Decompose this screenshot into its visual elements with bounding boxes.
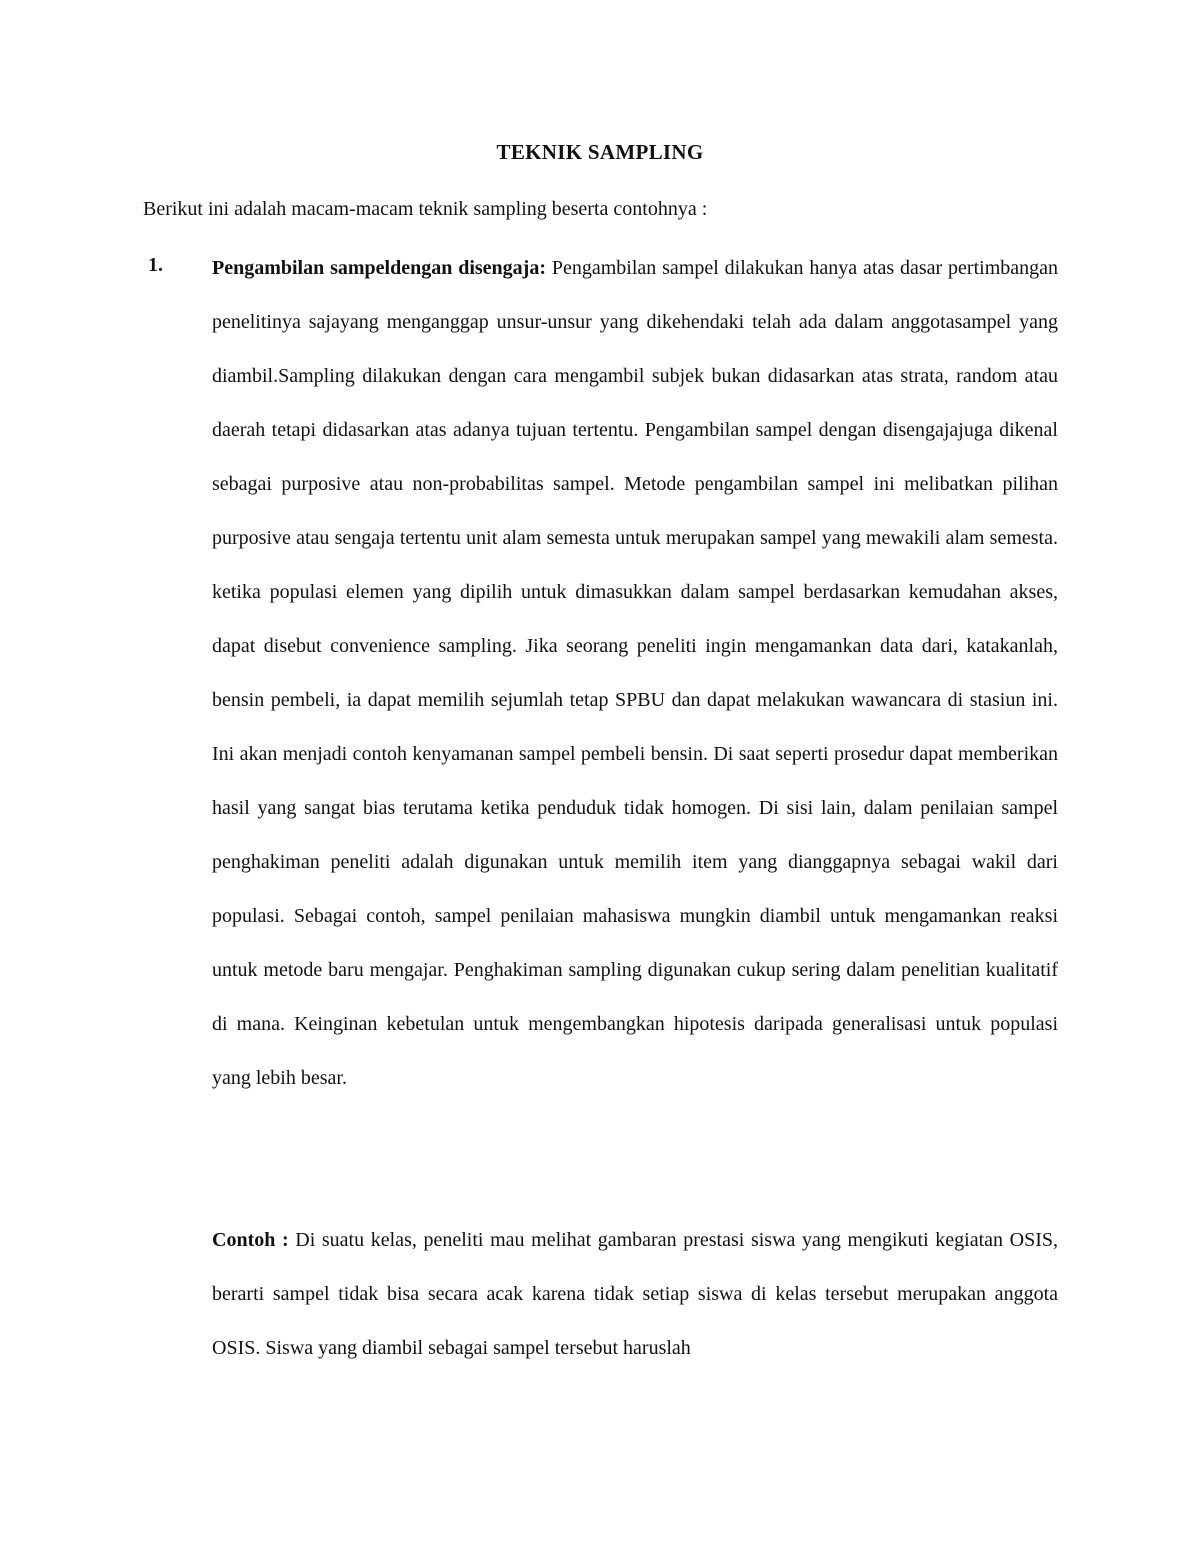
- document-title: TEKNIK SAMPLING: [496, 140, 704, 164]
- intro-paragraph: Berikut ini adalah macam-macam teknik sampling beserta contohnya :: [143, 198, 708, 220]
- list-item-text: Pengambilan sampel dilakukan hanya atas dasar pertimbangan penelitinya sajayang menganggap unsur-unsur yang dikehendaki telah ada dalam anggotasampel yang diambil.Sampling dilakukan dengan cara mengambil subjek bukan didasarkan atas strata, random atau daerah tetapi didasarkan atas adanya tujuan tertentu. Pengambilan sampel dengan disengajajuga dikenal sebagai purposive atau non-probabilitas sampel. Metode pengambilan sampel ini melibatkan pilihan purposive atau sengaja tertentu unit alam semesta untuk merupakan sampel yang mewakili alam semesta. ketika populasi elemen yang dipilih untuk dimasukkan dalam sampel berdasarkan kemudahan akses, dapat disebut convenience sampling. Jika seorang peneliti ingin mengamankan data dari, katakanlah, bensin pembeli, ia dapat memilih sejumlah tetap SPBU dan dapat melakukan wawancara di stasiun ini. Ini akan menjadi contoh kenyamanan sampel pembeli bensin. Di saat seperti prosedur dapat memberikan hasil yang sangat bias terutama ketika penduduk tidak homogen. Di sisi lain, dalam penilaian sampel penghakiman peneliti adalah digunakan untuk memilih item yang dianggapnya sebagai wakil dari populasi. Sebagai contoh, sampel penilaian mahasiswa mungkin diambil untuk mengamankan reaksi untuk metode baru mengajar. Penghakiman sampling digunakan cukup sering dalam penelitian kualitatif di mana. Keinginan kebetulan untuk mengembangkan hipotesis daripada generalisasi untuk populasi yang lebih besar.: [212, 257, 1058, 1089]
- example-label: Contoh :: [212, 1229, 289, 1251]
- example-paragraph: [212, 1213, 1058, 1375]
- list-item-heading: Pengambilan sampeldengan disengaja:: [212, 257, 546, 279]
- example-text: Di suatu kelas, peneliti mau melihat gambaran prestasi siswa yang mengikuti kegiatan OSIS, berarti sampel tidak bisa secara acak karena tidak setiap siswa di kelas tersebut merupakan anggota OSIS. Siswa yang diambil sebagai sampel tersebut haruslah: [212, 1229, 1058, 1359]
- list-item-paragraph: [212, 241, 1058, 1105]
- list-item-number: 1.: [148, 254, 163, 276]
